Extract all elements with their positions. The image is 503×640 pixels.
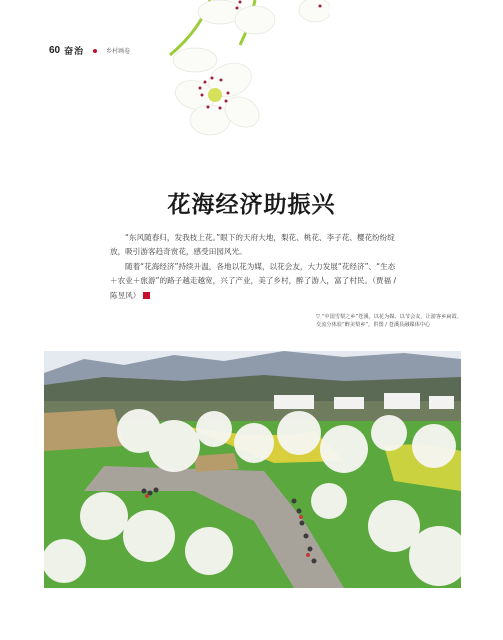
pear-orchard-photo [44,351,461,588]
paragraph-2-text: 随着“花海经济”持续升温，各地以花为媒，以花会友，大力发展“花经济”、“生态＋农业＋旅游”的路子越走越宽，兴了产业，美了乡村，醉了游人，富了村民。（贾福 / 陈昱风） [110,261,397,300]
photo-caption: ▽ “中国雪梨之乡”苍溪，以花为媒、以节会友，让游客乡扁霞、交流分体验“醉美梨乡”。供图 / 苍溪县融媒体中心 [316,314,462,328]
paragraph-1: “东风随春归，发我枝上花。”眼下的天府大地，梨花、桃花、李子花、樱花纷纷绽放，吸引游客趋奇赏花，感受田园风光。 [110,233,395,257]
paragraph-2 [110,260,400,303]
pear-blossom-illustration [90,0,330,150]
article-body [110,231,400,303]
end-mark-icon: 图 [143,292,150,299]
separator-dot-icon [93,49,97,53]
column-name: 乡村画卷 [106,48,131,55]
magazine-name: 奋治 [64,47,85,57]
page-number: 60 [49,45,61,56]
article-title: 花海经济助振兴 [167,192,336,218]
page-header [49,44,130,57]
